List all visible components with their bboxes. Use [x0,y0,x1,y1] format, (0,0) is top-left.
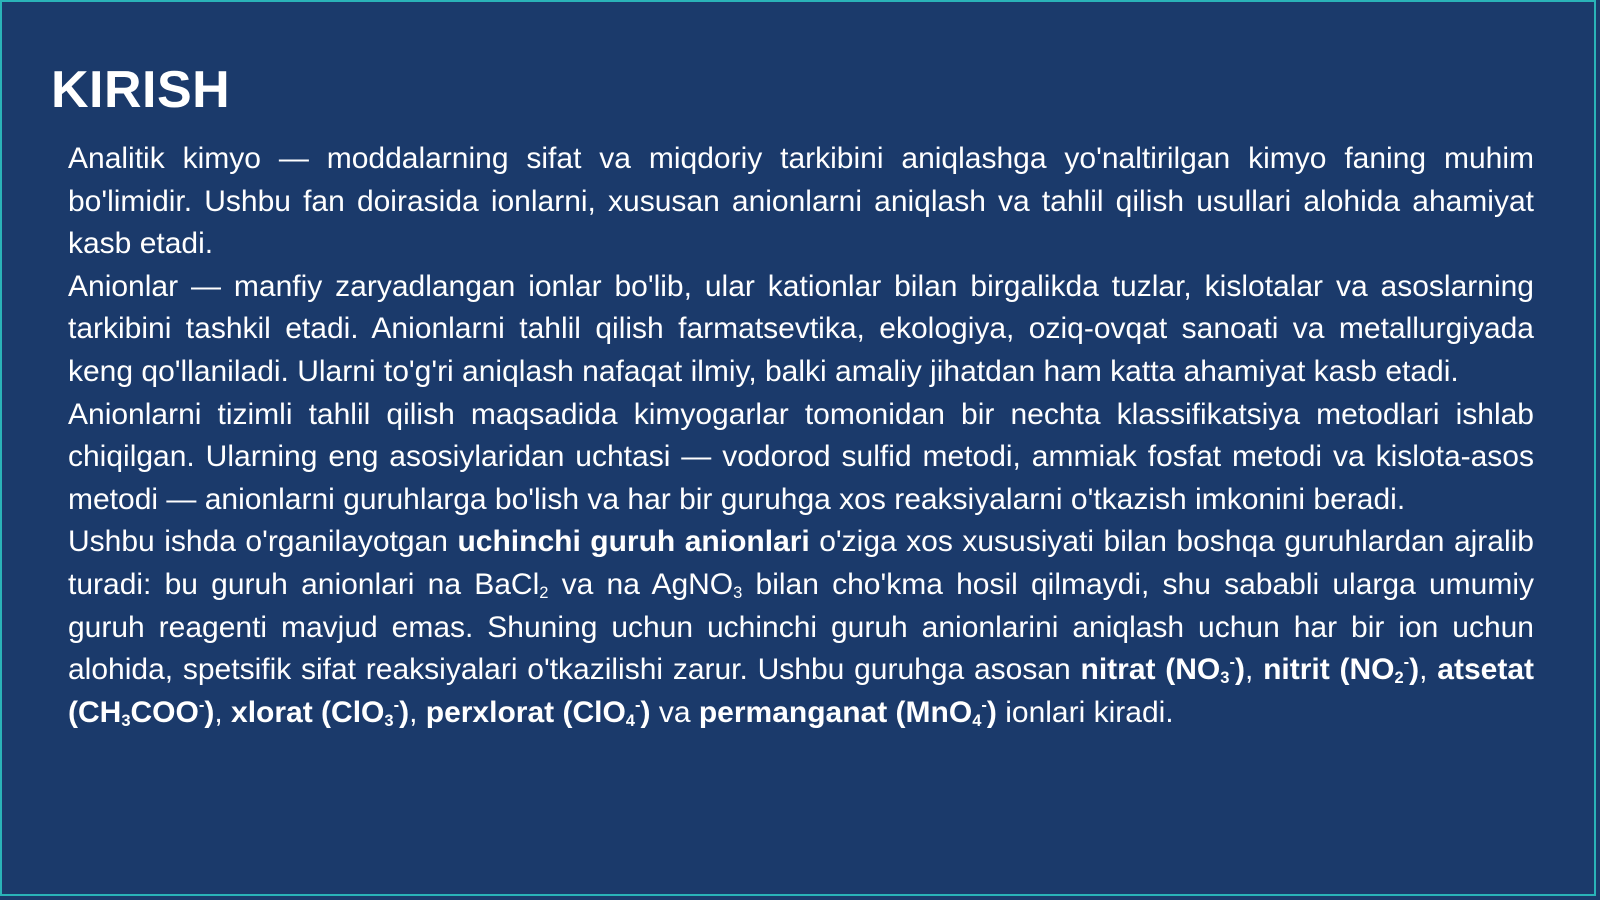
subscript: 3 [733,584,743,603]
paragraph-2: Anionlar — manfiy zaryadlangan ionlar bo'lib, ular kationlar bilan birgalikda tuzlar, kislotalar va asoslarning tarkibini tashkil etadi. Anionlarni tahlil qilish farmatsevtika, ekologiya, oziq-ovqat sanoati va metallurgiyada keng qo'llaniladi. Ularni to'g'ri aniqlash nafaqat ilmiy, balki amaliy jihatdan ham katta ahamiyat kasb etadi. [68,269,1534,388]
highlight-term: uchinchi guruh anionlari [457,525,810,559]
ion-nitrit: nitrit $(NO_2^-)$ [1263,653,1420,688]
ion-permanganat: permanganat (MnO$_4$-) [698,695,997,730]
text: va na AgNO [548,567,734,601]
paragraph-3: Anionlarni tizimli tahlil qilish maqsadida kimyogarlar tomonidan bir nechta klassifikatsiya metodlari ishlab chiqilgan. Ularning eng asosiylaridan uchtasi — vodorod sulfid metodi, ammiak fosfat metodi va kislota-asos metodi — anionlarni guruhlarga bo'lish va har bir guruhga xos reaksiyalarni o'tkazish imkonini beradi. [68,397,1534,516]
slide-title: KIRISH [51,61,231,119]
paragraph-4: Ushbu ishda o'rganilayotgan uchinchi guruh anionlari o'ziga xos xususiyati bilan boshqa guruhlardan ajralib turadi: bu guruh anionlari na BaCl$_2$ va na AgNO$_3$ bilan cho'kma hosil qilmaydi, shu sababli ularga umumiy guruh reagenti mavjud emas. Shuning uchun uchinchi guruh anionlarini aniqlash uchun har bir ion uchun alohida, spetsifik sifat reaksiyalari o'tkazilishi zarur. Ushbu guruhga asosan nitrat $(NO_3^-)$, nitrit $(NO_2^-)$, atsetat $(CH_3COO^-)$, xlorat (ClO$_3$-), perxlorat (ClO$_4$-) va permanganat (MnO$_4$-) ionlari kiradi. [68,525,1534,730]
ion-perxlorat: perxlorat (ClO$_4$-) [425,695,651,730]
ion-nitrat: nitrat $(NO_3^-)$ [1080,653,1245,688]
ion-xlorat: xlorat (ClO$_3$-) [231,695,410,730]
text: Ushbu ishda o'rganilayotgan [68,525,458,559]
text: bilan cho'kma hosil qilmaydi, shu sababli ularga umumiy guruh reagenti mavjud emas. Shuning uchun uchinchi guruh anionlarini aniqlash uchun har bir ion uchun alohida, spetsifik sifat reaksiyalari o'tkazilishi zarur. Ushbu guruhga asosan [68,567,1534,687]
slide-body [68,138,1534,734]
subscript: 2 [539,584,549,603]
ion-atsetat: atsetat $(CH_3COO^-)$ [68,653,1534,730]
paragraph-1: Analitik kimyo — moddalarning sifat va miqdoriy tarkibini aniqlashga yo'naltirilgan kimyo faning muhim bo'limidir. Ushbu fan doirasida ionlarni, xususan anionlarni aniqlash va tahlil qilish usullari alohida ahamiyat kasb etadi. [68,142,1534,261]
text: o'ziga xos xususiyati bilan boshqa guruhlardan ajralib turadi: bu guruh anionlari na BaCl [68,525,1534,601]
